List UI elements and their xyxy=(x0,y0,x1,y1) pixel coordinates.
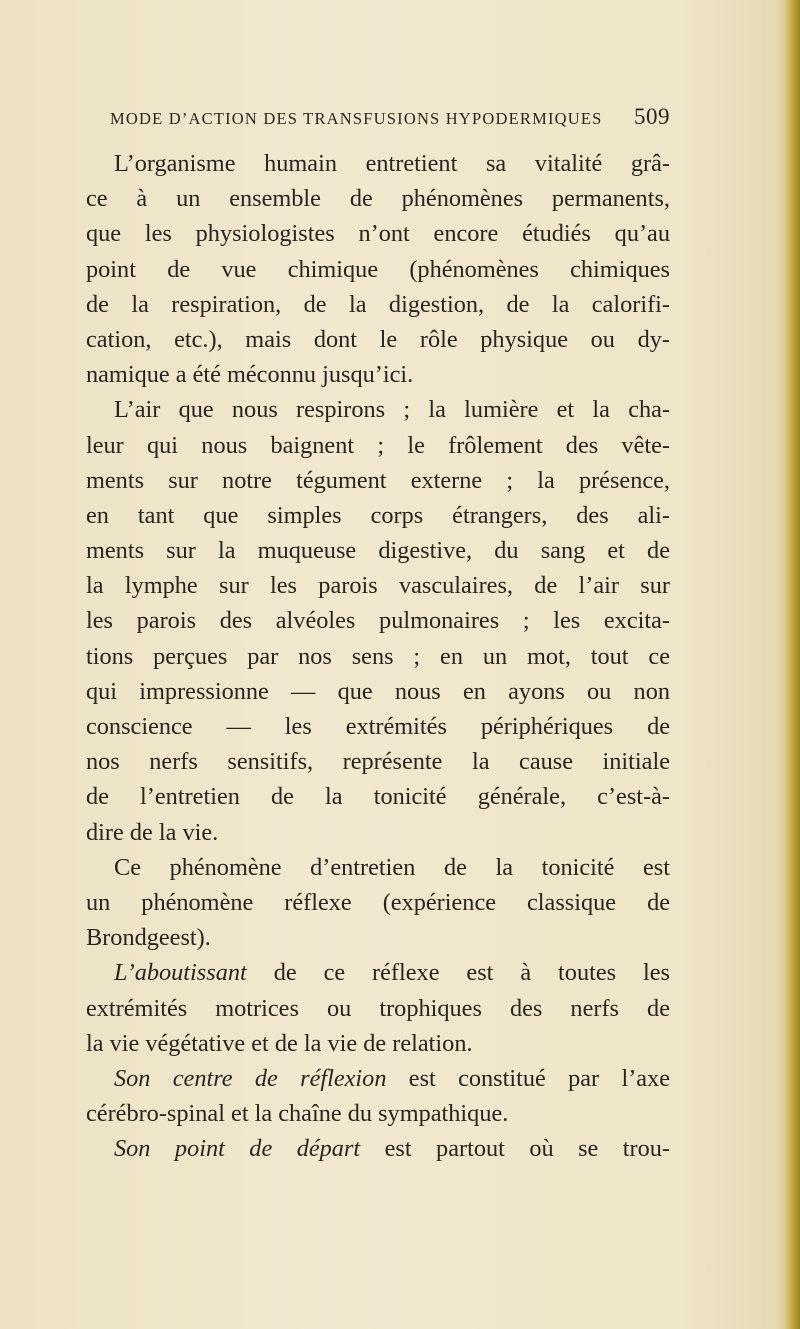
text-line: L’air que nous respirons ; la lumière et la cha- xyxy=(114,396,670,424)
running-title: MODE D’ACTION DES TRANSFUSIONS HYPODERMIQUES xyxy=(110,109,603,128)
page-number: 509 xyxy=(634,104,670,129)
text-line: Ce phénomène d’entretien de la tonicité est xyxy=(114,853,670,881)
body-text xyxy=(86,146,670,1166)
text-line xyxy=(86,955,670,990)
text-line: cation, etc.), mais dont le rôle physique ou dy- xyxy=(86,325,670,353)
italic-term: Son centre de réflexion xyxy=(114,1064,387,1092)
text-line: conscience — les extrémités périphériques de xyxy=(86,713,670,740)
text-line: Brondgeest). xyxy=(86,924,211,952)
text-line: leur qui nous baignent ; le frôlement des vête- xyxy=(86,431,670,459)
text-line xyxy=(86,1061,670,1096)
running-header xyxy=(110,104,670,134)
text-line: la vie végétative et de la vie de relation. xyxy=(86,1029,473,1057)
text-line: extrémités motrices ou trophiques des nerfs de xyxy=(86,994,670,1022)
text-line: ments sur notre tégument externe ; la présence, xyxy=(86,466,670,494)
text-line: les parois des alvéoles pulmonaires ; les excita- xyxy=(86,607,670,635)
text-line: ce à un ensemble de phénomènes permanents, xyxy=(86,185,670,213)
text-line: la lymphe sur les parois vasculaires, de l’air sur xyxy=(86,572,670,600)
text-line: nos nerfs sensitifs, représente la cause initiale xyxy=(86,748,670,776)
italic-term: Son point de départ xyxy=(114,1135,361,1163)
text-line: point de vue chimique (phénomènes chimiques xyxy=(86,255,670,283)
text-line: que les physiologistes n’ont encore étudiés qu’au xyxy=(86,220,670,248)
text-segment: de ce réflexe est à toutes les xyxy=(273,959,670,987)
text-line: cérébro-spinal et la chaîne du sympathique. xyxy=(86,1100,509,1128)
text-segment: est constitué par l’axe xyxy=(408,1064,670,1092)
text-line: en tant que simples corps étrangers, des ali- xyxy=(86,501,670,529)
italic-term: L’aboutissant xyxy=(114,959,247,987)
text-line: de la respiration, de la digestion, de la calorifi- xyxy=(86,290,670,318)
text-segment: est partout où se trou- xyxy=(384,1135,671,1163)
text-line: ments sur la muqueuse digestive, du sang et de xyxy=(86,537,670,565)
page-edge xyxy=(786,0,800,1329)
text-line: L’organisme humain entretient sa vitalité grâ- xyxy=(114,150,670,177)
text-line xyxy=(86,1131,670,1166)
text-line: dire de la vie. xyxy=(86,818,219,846)
text-line: namique a été méconnu jusqu’ici. xyxy=(86,361,414,389)
text-line: un phénomène réflexe (expérience classique de xyxy=(86,888,670,916)
text-line: qui impressionne — que nous en ayons ou non xyxy=(86,677,670,705)
text-line: de l’entretien de la tonicité générale, c’est-à- xyxy=(86,783,670,811)
text-line: tions perçues par nos sens ; en un mot, tout ce xyxy=(86,642,670,670)
